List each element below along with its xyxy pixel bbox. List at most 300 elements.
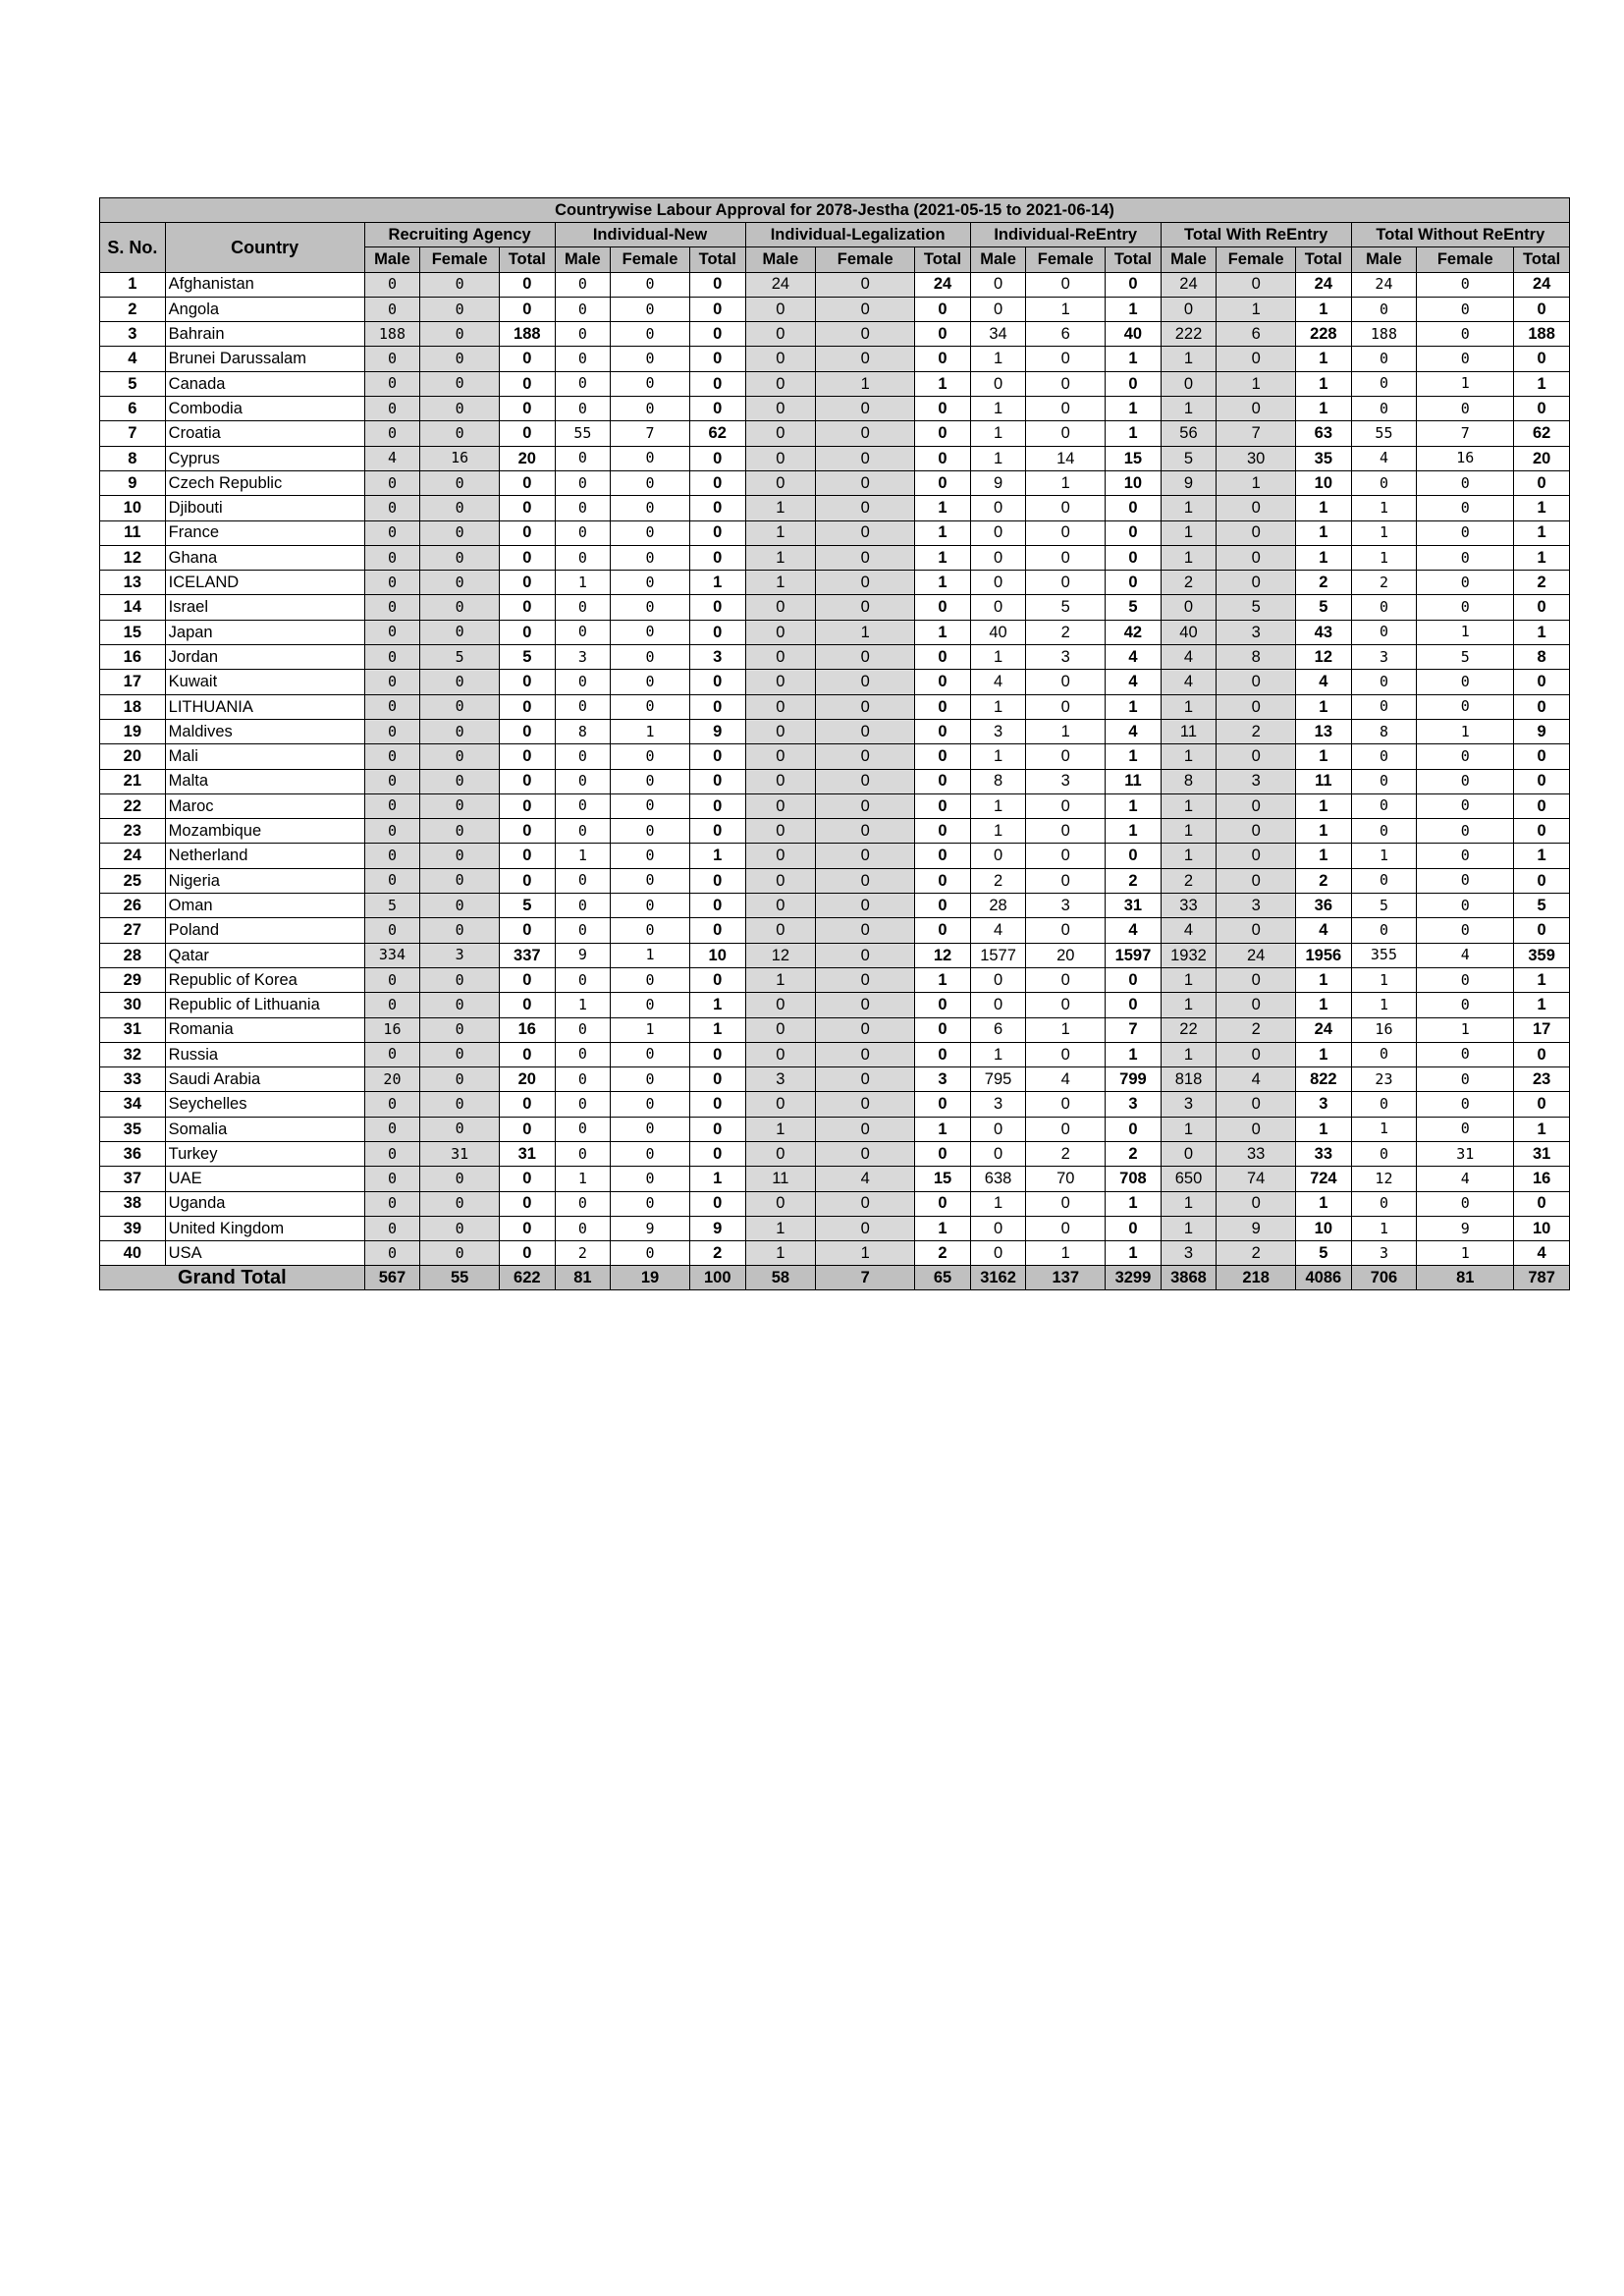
row-country: Nigeria <box>165 868 364 893</box>
cell-total-with-reentry-male: 1 <box>1161 496 1217 520</box>
row-sno: 26 <box>100 894 166 918</box>
table-row <box>100 620 1570 644</box>
cell-total-with-reentry-total: 5 <box>1296 595 1352 620</box>
cell-total-without-reentry-male: 0 <box>1351 371 1417 396</box>
cell-legalization-total: 0 <box>915 347 971 371</box>
cell-recruiting-female: 0 <box>420 520 500 545</box>
cell-individual-new-male: 8 <box>555 719 611 743</box>
cell-individual-new-total: 1 <box>689 571 745 595</box>
cell-recruiting-male: 0 <box>364 844 420 868</box>
cell-recruiting-female: 0 <box>420 694 500 719</box>
cell-recruiting-female: 0 <box>420 347 500 371</box>
cell-legalization-female: 0 <box>816 967 915 992</box>
cell-reentry-female: 2 <box>1026 620 1106 644</box>
cell-total-without-reentry-total: 24 <box>1514 272 1570 297</box>
cell-individual-new-total: 62 <box>689 421 745 446</box>
cell-total-without-reentry-total: 31 <box>1514 1141 1570 1166</box>
cell-recruiting-female: 0 <box>420 470 500 495</box>
cell-reentry-total: 1 <box>1106 397 1162 421</box>
cell-individual-new-female: 0 <box>611 571 690 595</box>
cell-total-without-reentry-female: 4 <box>1417 1167 1514 1191</box>
row-country: Poland <box>165 918 364 943</box>
cell-legalization-total: 3 <box>915 1067 971 1092</box>
cell-individual-new-total: 1 <box>689 1167 745 1191</box>
cell-individual-new-total: 1 <box>689 1017 745 1042</box>
cell-recruiting-male: 0 <box>364 1141 420 1166</box>
cell-reentry-female: 0 <box>1026 496 1106 520</box>
table-row <box>100 967 1570 992</box>
subheader-total: Total <box>1514 247 1570 272</box>
cell-total-with-reentry-female: 1 <box>1217 470 1296 495</box>
cell-legalization-female: 0 <box>816 595 915 620</box>
cell-total-without-reentry-total: 0 <box>1514 918 1570 943</box>
row-country: Bahrain <box>165 322 364 347</box>
cell-legalization-female: 1 <box>816 371 915 396</box>
table-row <box>100 694 1570 719</box>
cell-total-without-reentry-total: 1 <box>1514 520 1570 545</box>
row-sno: 34 <box>100 1092 166 1117</box>
grand-total-value: 3868 <box>1161 1266 1217 1290</box>
grand-total-value: 19 <box>611 1266 690 1290</box>
cell-legalization-female: 0 <box>816 297 915 321</box>
cell-reentry-total: 1 <box>1106 347 1162 371</box>
cell-total-with-reentry-female: 2 <box>1217 719 1296 743</box>
cell-reentry-female: 0 <box>1026 347 1106 371</box>
cell-recruiting-female: 0 <box>420 1117 500 1141</box>
cell-total-with-reentry-female: 0 <box>1217 967 1296 992</box>
cell-reentry-total: 1597 <box>1106 943 1162 967</box>
cell-legalization-male: 0 <box>745 1141 816 1166</box>
cell-total-with-reentry-female: 3 <box>1217 894 1296 918</box>
cell-total-with-reentry-male: 1 <box>1161 819 1217 844</box>
cell-reentry-total: 708 <box>1106 1167 1162 1191</box>
cell-total-without-reentry-female: 0 <box>1417 868 1514 893</box>
grand-total-value: 4086 <box>1296 1266 1352 1290</box>
header-individual-reentry: Individual-ReEntry <box>970 223 1161 247</box>
cell-recruiting-total: 0 <box>500 1042 556 1066</box>
cell-recruiting-female: 0 <box>420 620 500 644</box>
cell-legalization-total: 0 <box>915 819 971 844</box>
cell-individual-new-total: 0 <box>689 446 745 470</box>
cell-legalization-male: 0 <box>745 670 816 694</box>
row-sno: 40 <box>100 1241 166 1266</box>
cell-total-with-reentry-male: 3 <box>1161 1241 1217 1266</box>
cell-recruiting-total: 16 <box>500 1017 556 1042</box>
row-sno: 35 <box>100 1117 166 1141</box>
cell-recruiting-female: 0 <box>420 744 500 769</box>
cell-total-with-reentry-female: 0 <box>1217 819 1296 844</box>
cell-reentry-total: 4 <box>1106 719 1162 743</box>
cell-legalization-male: 1 <box>745 1216 816 1240</box>
cell-recruiting-total: 0 <box>500 769 556 793</box>
cell-total-without-reentry-male: 0 <box>1351 918 1417 943</box>
cell-legalization-total: 24 <box>915 272 971 297</box>
cell-total-without-reentry-male: 1 <box>1351 545 1417 570</box>
cell-total-with-reentry-total: 1 <box>1296 793 1352 818</box>
cell-legalization-male: 0 <box>745 1017 816 1042</box>
cell-reentry-female: 0 <box>1026 819 1106 844</box>
cell-reentry-female: 1 <box>1026 719 1106 743</box>
cell-total-with-reentry-female: 0 <box>1217 793 1296 818</box>
cell-individual-new-male: 3 <box>555 645 611 670</box>
cell-total-with-reentry-total: 1 <box>1296 347 1352 371</box>
cell-legalization-female: 0 <box>816 918 915 943</box>
table-row <box>100 918 1570 943</box>
cell-total-with-reentry-total: 63 <box>1296 421 1352 446</box>
table-row <box>100 819 1570 844</box>
cell-legalization-female: 0 <box>816 322 915 347</box>
cell-total-without-reentry-total: 0 <box>1514 397 1570 421</box>
row-country: Republic of Korea <box>165 967 364 992</box>
cell-total-without-reentry-female: 0 <box>1417 272 1514 297</box>
cell-reentry-total: 4 <box>1106 918 1162 943</box>
cell-legalization-total: 0 <box>915 421 971 446</box>
row-sno: 3 <box>100 322 166 347</box>
cell-total-without-reentry-male: 1 <box>1351 1117 1417 1141</box>
cell-legalization-total: 1 <box>915 1117 971 1141</box>
cell-recruiting-male: 0 <box>364 793 420 818</box>
row-sno: 7 <box>100 421 166 446</box>
cell-reentry-male: 1 <box>970 819 1026 844</box>
grand-total-value: 55 <box>420 1266 500 1290</box>
row-sno: 19 <box>100 719 166 743</box>
row-sno: 28 <box>100 943 166 967</box>
cell-total-without-reentry-female: 0 <box>1417 918 1514 943</box>
row-country: Croatia <box>165 421 364 446</box>
cell-legalization-total: 0 <box>915 297 971 321</box>
subheader-total: Total <box>1296 247 1352 272</box>
cell-recruiting-male: 0 <box>364 694 420 719</box>
cell-total-without-reentry-female: 5 <box>1417 645 1514 670</box>
cell-recruiting-male: 0 <box>364 719 420 743</box>
cell-legalization-male: 0 <box>745 595 816 620</box>
cell-total-without-reentry-male: 0 <box>1351 1191 1417 1216</box>
cell-total-with-reentry-male: 2 <box>1161 868 1217 893</box>
cell-total-without-reentry-total: 1 <box>1514 496 1570 520</box>
cell-legalization-total: 0 <box>915 1191 971 1216</box>
cell-total-without-reentry-total: 1 <box>1514 967 1570 992</box>
grand-total-value: 3299 <box>1106 1266 1162 1290</box>
cell-recruiting-female: 0 <box>420 793 500 818</box>
cell-total-without-reentry-female: 0 <box>1417 967 1514 992</box>
cell-recruiting-total: 0 <box>500 520 556 545</box>
cell-individual-new-female: 0 <box>611 446 690 470</box>
subheader-female: Female <box>1026 247 1106 272</box>
cell-reentry-total: 0 <box>1106 1117 1162 1141</box>
cell-individual-new-female: 0 <box>611 1117 690 1141</box>
cell-recruiting-male: 0 <box>364 496 420 520</box>
cell-total-with-reentry-total: 1 <box>1296 967 1352 992</box>
cell-total-without-reentry-total: 23 <box>1514 1067 1570 1092</box>
cell-total-without-reentry-female: 0 <box>1417 496 1514 520</box>
cell-total-without-reentry-total: 0 <box>1514 744 1570 769</box>
cell-legalization-female: 0 <box>816 645 915 670</box>
cell-total-without-reentry-total: 0 <box>1514 670 1570 694</box>
cell-total-with-reentry-male: 1 <box>1161 967 1217 992</box>
cell-total-with-reentry-male: 1 <box>1161 1191 1217 1216</box>
cell-recruiting-female: 0 <box>420 545 500 570</box>
cell-individual-new-total: 0 <box>689 918 745 943</box>
cell-total-with-reentry-total: 43 <box>1296 620 1352 644</box>
cell-total-without-reentry-male: 16 <box>1351 1017 1417 1042</box>
row-sno: 10 <box>100 496 166 520</box>
cell-individual-new-total: 1 <box>689 993 745 1017</box>
subheader-male: Male <box>1161 247 1217 272</box>
cell-total-with-reentry-female: 1 <box>1217 297 1296 321</box>
cell-individual-new-female: 0 <box>611 844 690 868</box>
table-row <box>100 769 1570 793</box>
cell-total-with-reentry-female: 0 <box>1217 670 1296 694</box>
cell-total-with-reentry-female: 8 <box>1217 645 1296 670</box>
cell-legalization-total: 0 <box>915 645 971 670</box>
cell-reentry-male: 4 <box>970 918 1026 943</box>
cell-recruiting-male: 4 <box>364 446 420 470</box>
cell-individual-new-total: 3 <box>689 645 745 670</box>
cell-individual-new-total: 0 <box>689 967 745 992</box>
cell-total-without-reentry-male: 12 <box>1351 1167 1417 1191</box>
row-sno: 16 <box>100 645 166 670</box>
subheader-female: Female <box>611 247 690 272</box>
cell-reentry-female: 1 <box>1026 470 1106 495</box>
row-sno: 36 <box>100 1141 166 1166</box>
row-sno: 14 <box>100 595 166 620</box>
cell-recruiting-male: 188 <box>364 322 420 347</box>
cell-total-with-reentry-total: 1 <box>1296 1191 1352 1216</box>
cell-total-without-reentry-total: 0 <box>1514 868 1570 893</box>
cell-individual-new-total: 0 <box>689 272 745 297</box>
cell-individual-new-female: 9 <box>611 1216 690 1240</box>
cell-recruiting-male: 5 <box>364 894 420 918</box>
cell-total-without-reentry-total: 0 <box>1514 694 1570 719</box>
row-sno: 25 <box>100 868 166 893</box>
cell-recruiting-female: 0 <box>420 371 500 396</box>
cell-total-without-reentry-total: 8 <box>1514 645 1570 670</box>
cell-total-with-reentry-total: 1 <box>1296 694 1352 719</box>
cell-total-without-reentry-male: 4 <box>1351 446 1417 470</box>
cell-recruiting-female: 0 <box>420 1167 500 1191</box>
cell-individual-new-female: 0 <box>611 1067 690 1092</box>
subheader-female: Female <box>1217 247 1296 272</box>
cell-total-without-reentry-female: 1 <box>1417 719 1514 743</box>
row-country: Angola <box>165 297 364 321</box>
cell-total-with-reentry-female: 74 <box>1217 1167 1296 1191</box>
row-sno: 32 <box>100 1042 166 1066</box>
cell-reentry-male: 1 <box>970 1042 1026 1066</box>
cell-total-without-reentry-total: 0 <box>1514 1191 1570 1216</box>
cell-reentry-total: 1 <box>1106 694 1162 719</box>
cell-recruiting-female: 0 <box>420 1092 500 1117</box>
cell-total-with-reentry-total: 2 <box>1296 571 1352 595</box>
cell-total-without-reentry-male: 2 <box>1351 571 1417 595</box>
cell-total-with-reentry-female: 30 <box>1217 446 1296 470</box>
cell-individual-new-female: 0 <box>611 744 690 769</box>
cell-total-without-reentry-male: 0 <box>1351 1092 1417 1117</box>
cell-legalization-total: 0 <box>915 446 971 470</box>
row-country: Czech Republic <box>165 470 364 495</box>
cell-total-with-reentry-total: 5 <box>1296 1241 1352 1266</box>
cell-recruiting-male: 20 <box>364 1067 420 1092</box>
row-country: Oman <box>165 894 364 918</box>
row-sno: 20 <box>100 744 166 769</box>
cell-total-without-reentry-female: 0 <box>1417 694 1514 719</box>
row-country: Brunei Darussalam <box>165 347 364 371</box>
cell-individual-new-total: 0 <box>689 868 745 893</box>
cell-recruiting-female: 0 <box>420 571 500 595</box>
table-row <box>100 868 1570 893</box>
cell-legalization-female: 0 <box>816 496 915 520</box>
table-row <box>100 943 1570 967</box>
cell-individual-new-total: 0 <box>689 620 745 644</box>
cell-legalization-total: 1 <box>915 967 971 992</box>
row-sno: 13 <box>100 571 166 595</box>
cell-individual-new-female: 1 <box>611 719 690 743</box>
cell-total-with-reentry-female: 2 <box>1217 1017 1296 1042</box>
cell-reentry-total: 2 <box>1106 868 1162 893</box>
cell-recruiting-total: 0 <box>500 1191 556 1216</box>
cell-total-without-reentry-female: 0 <box>1417 571 1514 595</box>
cell-individual-new-female: 0 <box>611 545 690 570</box>
grand-total-value: 58 <box>745 1266 816 1290</box>
cell-recruiting-male: 0 <box>364 520 420 545</box>
cell-individual-new-total: 0 <box>689 1092 745 1117</box>
cell-legalization-total: 0 <box>915 595 971 620</box>
cell-legalization-male: 0 <box>745 819 816 844</box>
cell-reentry-total: 7 <box>1106 1017 1162 1042</box>
cell-total-without-reentry-male: 5 <box>1351 894 1417 918</box>
cell-reentry-male: 0 <box>970 297 1026 321</box>
cell-total-with-reentry-female: 24 <box>1217 943 1296 967</box>
table-row <box>100 844 1570 868</box>
cell-recruiting-total: 20 <box>500 1067 556 1092</box>
cell-individual-new-female: 0 <box>611 470 690 495</box>
cell-recruiting-male: 0 <box>364 470 420 495</box>
cell-total-with-reentry-female: 0 <box>1217 520 1296 545</box>
cell-total-without-reentry-female: 0 <box>1417 894 1514 918</box>
cell-total-without-reentry-total: 1 <box>1514 844 1570 868</box>
cell-legalization-female: 0 <box>816 868 915 893</box>
subheader-total: Total <box>689 247 745 272</box>
cell-individual-new-male: 0 <box>555 1141 611 1166</box>
cell-total-with-reentry-female: 0 <box>1217 868 1296 893</box>
row-sno: 2 <box>100 297 166 321</box>
cell-total-without-reentry-male: 0 <box>1351 297 1417 321</box>
cell-recruiting-male: 0 <box>364 1092 420 1117</box>
cell-reentry-female: 0 <box>1026 670 1106 694</box>
cell-legalization-total: 0 <box>915 1092 971 1117</box>
cell-recruiting-total: 0 <box>500 694 556 719</box>
cell-reentry-female: 0 <box>1026 993 1106 1017</box>
cell-individual-new-male: 0 <box>555 1042 611 1066</box>
cell-total-with-reentry-male: 4 <box>1161 918 1217 943</box>
cell-total-with-reentry-male: 1 <box>1161 1216 1217 1240</box>
table-row <box>100 1141 1570 1166</box>
cell-total-without-reentry-female: 1 <box>1417 1241 1514 1266</box>
row-country: Somalia <box>165 1117 364 1141</box>
cell-legalization-female: 0 <box>816 844 915 868</box>
cell-individual-new-total: 0 <box>689 819 745 844</box>
table-row <box>100 470 1570 495</box>
cell-individual-new-total: 0 <box>689 769 745 793</box>
cell-reentry-male: 1 <box>970 1191 1026 1216</box>
cell-total-with-reentry-female: 0 <box>1217 571 1296 595</box>
cell-recruiting-total: 0 <box>500 545 556 570</box>
cell-reentry-total: 1 <box>1106 1191 1162 1216</box>
cell-legalization-male: 11 <box>745 1167 816 1191</box>
cell-individual-new-female: 0 <box>611 322 690 347</box>
subheader-male: Male <box>1351 247 1417 272</box>
cell-reentry-female: 0 <box>1026 1191 1106 1216</box>
cell-total-with-reentry-female: 0 <box>1217 694 1296 719</box>
cell-reentry-total: 15 <box>1106 446 1162 470</box>
grand-total-value: 622 <box>500 1266 556 1290</box>
cell-total-without-reentry-female: 9 <box>1417 1216 1514 1240</box>
cell-legalization-male: 0 <box>745 694 816 719</box>
cell-total-with-reentry-total: 2 <box>1296 868 1352 893</box>
cell-reentry-female: 1 <box>1026 1017 1106 1042</box>
cell-individual-new-male: 0 <box>555 769 611 793</box>
cell-total-with-reentry-male: 33 <box>1161 894 1217 918</box>
cell-legalization-male: 0 <box>745 868 816 893</box>
row-country: Kuwait <box>165 670 364 694</box>
cell-total-without-reentry-male: 1 <box>1351 520 1417 545</box>
grand-total-value: 567 <box>364 1266 420 1290</box>
cell-total-with-reentry-total: 4 <box>1296 918 1352 943</box>
header-country: Country <box>165 223 364 273</box>
cell-total-with-reentry-female: 9 <box>1217 1216 1296 1240</box>
cell-total-without-reentry-total: 1 <box>1514 993 1570 1017</box>
cell-total-with-reentry-male: 1 <box>1161 397 1217 421</box>
cell-individual-new-total: 0 <box>689 1141 745 1166</box>
cell-individual-new-female: 0 <box>611 1191 690 1216</box>
cell-total-without-reentry-female: 0 <box>1417 545 1514 570</box>
cell-legalization-female: 0 <box>816 1216 915 1240</box>
cell-total-without-reentry-total: 0 <box>1514 1042 1570 1066</box>
cell-total-with-reentry-total: 10 <box>1296 470 1352 495</box>
row-sno: 17 <box>100 670 166 694</box>
cell-recruiting-female: 3 <box>420 943 500 967</box>
cell-individual-new-male: 0 <box>555 793 611 818</box>
cell-recruiting-male: 0 <box>364 1117 420 1141</box>
row-country: Malta <box>165 769 364 793</box>
cell-legalization-male: 0 <box>745 620 816 644</box>
cell-reentry-total: 1 <box>1106 1241 1162 1266</box>
table-row <box>100 520 1570 545</box>
row-country: Ghana <box>165 545 364 570</box>
cell-reentry-male: 0 <box>970 545 1026 570</box>
cell-legalization-female: 0 <box>816 520 915 545</box>
cell-legalization-male: 1 <box>745 571 816 595</box>
cell-reentry-total: 1 <box>1106 421 1162 446</box>
cell-recruiting-male: 0 <box>364 744 420 769</box>
cell-total-without-reentry-total: 188 <box>1514 322 1570 347</box>
cell-total-without-reentry-total: 1 <box>1514 1117 1570 1141</box>
cell-individual-new-total: 0 <box>689 1042 745 1066</box>
cell-legalization-female: 0 <box>816 470 915 495</box>
cell-legalization-male: 1 <box>745 496 816 520</box>
cell-recruiting-male: 0 <box>364 272 420 297</box>
row-country: Japan <box>165 620 364 644</box>
cell-total-with-reentry-female: 0 <box>1217 1191 1296 1216</box>
cell-individual-new-total: 0 <box>689 297 745 321</box>
cell-total-with-reentry-male: 1 <box>1161 993 1217 1017</box>
cell-reentry-total: 2 <box>1106 1141 1162 1166</box>
cell-reentry-male: 2 <box>970 868 1026 893</box>
cell-total-with-reentry-male: 5 <box>1161 446 1217 470</box>
cell-recruiting-female: 0 <box>420 1216 500 1240</box>
row-sno: 15 <box>100 620 166 644</box>
cell-individual-new-male: 0 <box>555 297 611 321</box>
cell-reentry-total: 1 <box>1106 744 1162 769</box>
